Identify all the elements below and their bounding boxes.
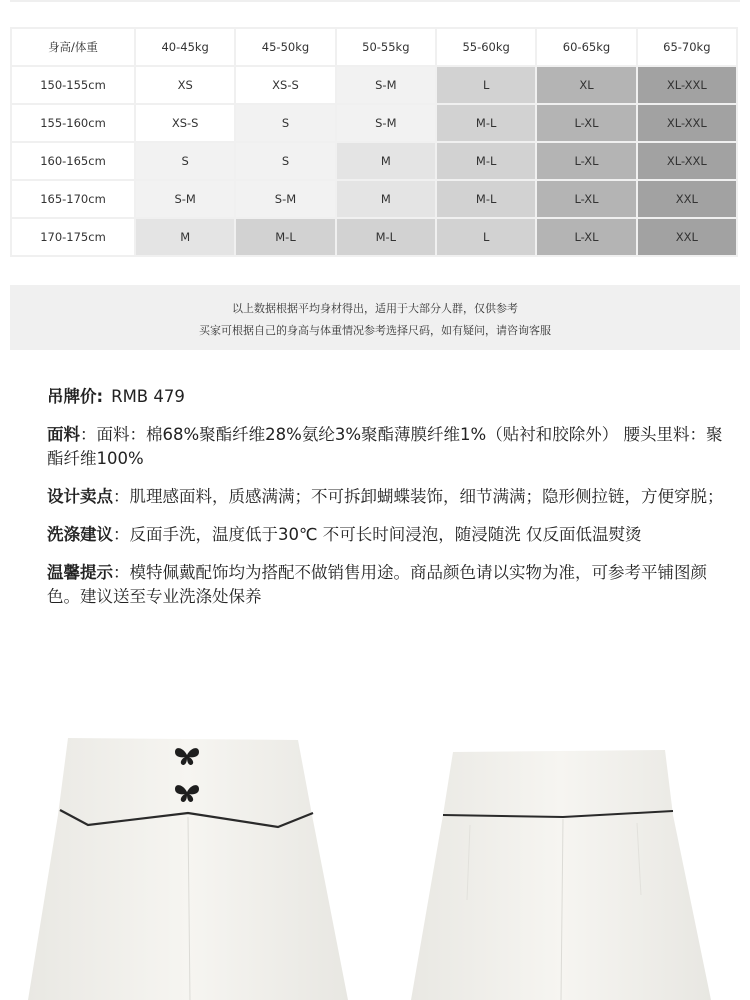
price-value: RMB 479 — [111, 387, 185, 406]
detail-fabric — [47, 423, 727, 471]
shorts-back-illustration — [375, 735, 750, 1000]
size-chart-row — [10, 105, 738, 143]
size-cell: M — [337, 181, 437, 219]
size-cell: M-L — [437, 181, 537, 219]
top-divider — [10, 0, 740, 2]
detail-value: ：反面手洗，温度低于30℃ 不可长时间浸泡，随浸随洗 仅反面低温熨烫 — [113, 525, 642, 544]
size-cell: M-L — [437, 143, 537, 181]
size-note-box — [10, 285, 740, 350]
detail-label: 吊牌价: — [47, 387, 104, 406]
size-chart-header-row — [10, 27, 738, 67]
size-note-line: 以上数据根据平均身材得出，适用于大部分人群，仅供参考 — [232, 302, 518, 315]
size-chart-row — [10, 181, 738, 219]
weight-range-header: 65-70kg — [638, 27, 738, 67]
height-range-label: 160-165cm — [10, 143, 136, 181]
detail-label: 洗涤建议 — [47, 525, 113, 544]
product-details — [47, 385, 727, 623]
product-image-back — [375, 735, 750, 1000]
size-chart-table — [10, 27, 738, 257]
shorts-front-illustration — [0, 735, 375, 1000]
size-cell: S-M — [136, 181, 236, 219]
size-cell: XL-XXL — [638, 67, 738, 105]
detail-label: 设计卖点 — [47, 487, 113, 506]
size-cell: XL — [537, 67, 637, 105]
size-cell: L — [437, 219, 537, 257]
weight-range-header: 40-45kg — [136, 27, 236, 67]
weight-range-header: 45-50kg — [236, 27, 336, 67]
size-cell: XS — [136, 67, 236, 105]
size-cell: XXL — [638, 219, 738, 257]
size-cell: M-L — [437, 105, 537, 143]
detail-value: ：模特佩戴配饰均为搭配不做销售用途。商品颜色请以实物为准，可参考平铺图颜色。建议送至专业洗涤处保养 — [47, 563, 707, 606]
size-cell: M — [337, 143, 437, 181]
detail-design — [47, 485, 727, 509]
size-cell: S — [136, 143, 236, 181]
size-cell: M — [136, 219, 236, 257]
size-chart-row — [10, 219, 738, 257]
detail-label: 温馨提示 — [47, 563, 113, 582]
size-chart-row — [10, 143, 738, 181]
detail-value: ：面料：棉68%聚酯纤维28%氨纶3%聚酯薄膜纤维1%（贴衬和胶除外） 腰头里料：聚酯纤维100% — [47, 425, 723, 468]
size-cell: XS-S — [236, 67, 336, 105]
weight-range-header: 60-65kg — [537, 27, 637, 67]
size-cell: XL-XXL — [638, 105, 738, 143]
size-cell: L — [437, 67, 537, 105]
size-cell: S — [236, 143, 336, 181]
detail-tips — [47, 561, 727, 609]
height-range-label: 150-155cm — [10, 67, 136, 105]
size-cell: L-XL — [537, 105, 637, 143]
size-cell: S-M — [236, 181, 336, 219]
size-cell: L-XL — [537, 181, 637, 219]
height-range-label: 155-160cm — [10, 105, 136, 143]
weight-range-header: 55-60kg — [437, 27, 537, 67]
size-note-line: 买家可根据自己的身高与体重情况参考选择尺码，如有疑问，请咨询客服 — [199, 324, 551, 337]
detail-washing — [47, 523, 727, 547]
height-range-label: 165-170cm — [10, 181, 136, 219]
shorts-body — [28, 738, 348, 1000]
size-cell: M-L — [337, 219, 437, 257]
height-range-label: 170-175cm — [10, 219, 136, 257]
weight-range-header: 50-55kg — [337, 27, 437, 67]
detail-label: 面料 — [47, 425, 80, 444]
detail-value: ：肌理感面料，质感满满；不可拆卸蝴蝶装饰，细节满满；隐形侧拉链，方便穿脱； — [113, 487, 724, 506]
size-cell: S — [236, 105, 336, 143]
size-cell: S-M — [337, 105, 437, 143]
size-cell: S-M — [337, 67, 437, 105]
size-cell: L-XL — [537, 219, 637, 257]
corner-label: 身高/体重 — [10, 27, 136, 67]
size-cell: XS-S — [136, 105, 236, 143]
product-image-front — [0, 735, 375, 1000]
size-cell: XXL — [638, 181, 738, 219]
size-cell: L-XL — [537, 143, 637, 181]
size-cell: M-L — [236, 219, 336, 257]
size-chart-row — [10, 67, 738, 105]
size-cell: XL-XXL — [638, 143, 738, 181]
detail-price — [47, 385, 727, 409]
